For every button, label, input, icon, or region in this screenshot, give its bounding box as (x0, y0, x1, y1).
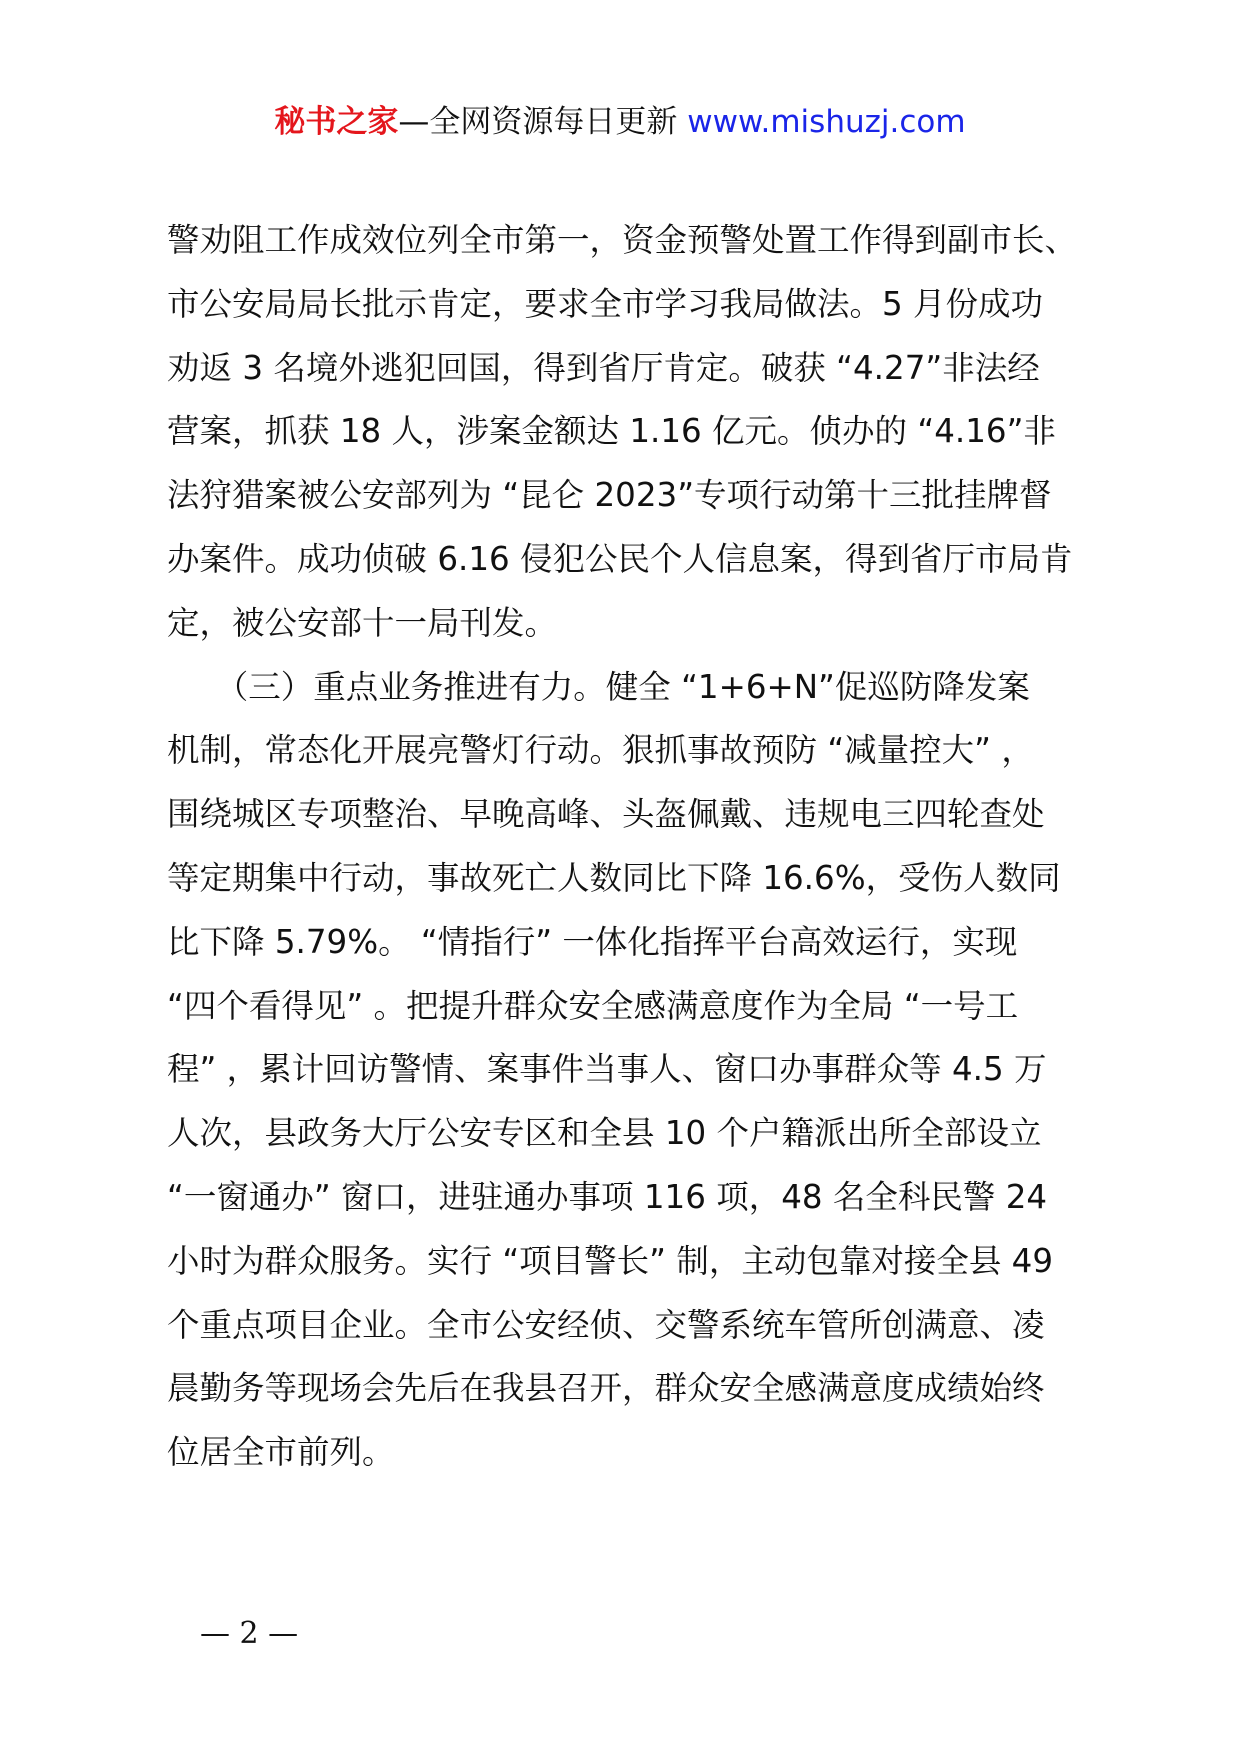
body-line: 围绕城区专项整治、早晚高峰、头盔佩戴、违规电三四轮查处 (167, 795, 1045, 834)
body-line: “一窗通办” 窗口，进驻通办事项 116 项，48 名全科民警 24 (167, 1177, 1048, 1216)
site-brand: 秘书之家 (274, 104, 399, 140)
section-heading-line: （三）重点业务推进有力。健全 “1+6+N”促巡防降发案 (167, 667, 1030, 706)
body-line: 法狩猎案被公安部列为 “昆仑 2023”专项行动第十三批挂牌督 (167, 476, 1052, 515)
body-line: 等定期集中行动，事故死亡人数同比下降 16.6%，受伤人数同 (167, 858, 1061, 897)
body-line: “四个看得见” 。把提升群众安全感满意度作为全局 “一号工 (167, 986, 1019, 1025)
body-line: 机制，常态化开展亮警灯行动。狠抓事故预防 “减量控大” ， (167, 731, 1034, 770)
body-line: 小时为群众服务。实行 “项目警长” 制，主动包靠对接全县 49 (167, 1241, 1054, 1280)
body-line: 劝返 3 名境外逃犯回国，得到省厅肯定。破获 “4.27”非法经 (167, 348, 1040, 387)
document-body (167, 209, 1107, 1485)
body-line: 警劝阻工作成效位列全市第一，资金预警处置工作得到副市长、 (167, 221, 1078, 259)
body-line: 位居全市前列。 (167, 1433, 395, 1472)
body-line: 办案件。成功侦破 6.16 侵犯公民个人信息案，得到省厅市局肯 (167, 539, 1073, 578)
body-line: 营案，抓获 18 人，涉案金额达 1.16 亿元。侦办的 “4.16”非 (167, 412, 1056, 451)
site-header (0, 100, 1240, 144)
body-line: 比下降 5.79%。 “情指行” 一体化指挥平台高效运行，实现 (167, 922, 1018, 961)
body-line: 晨勤务等现场会先后在我县召开，群众安全感满意度成绩始终 (167, 1369, 1045, 1408)
site-url-link[interactable]: www.mishuzj.com (687, 104, 966, 140)
page-number: — 2 — (200, 1616, 299, 1651)
body-line: 个重点项目企业。全市公安经侦、交警系统车管所创满意、凌 (167, 1305, 1045, 1344)
body-line: 程” ，累计回访警情、案事件当事人、窗口办事群众等 4.5 万 (167, 1050, 1047, 1089)
body-line: 定，被公安部十一局刊发。 (167, 603, 558, 642)
body-line: 市公安局局长批示肯定，要求全市学习我局做法。5 月份成功 (167, 284, 1044, 323)
site-slogan: —全网资源每日更新 (398, 104, 678, 140)
body-line: 人次，县政务大厅公安专区和全县 10 个户籍派出所全部设立 (167, 1114, 1042, 1153)
